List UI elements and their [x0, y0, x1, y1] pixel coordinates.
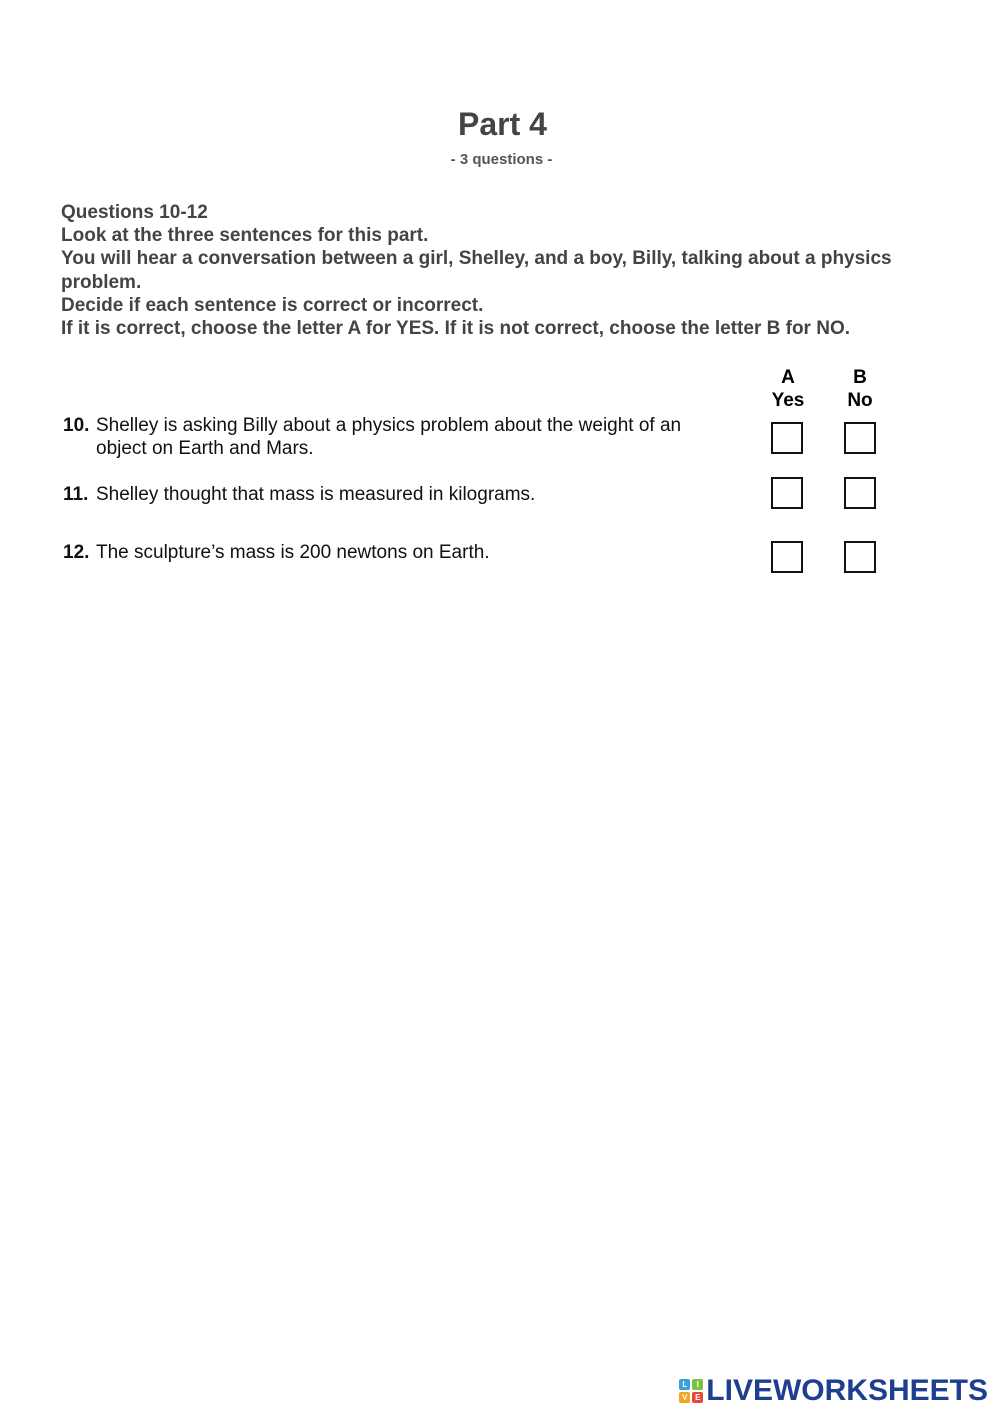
question-10-yes-checkbox[interactable] [771, 422, 803, 454]
question-11-yes-checkbox[interactable] [771, 477, 803, 509]
question-text: Shelley thought that mass is measured in kilograms. [96, 484, 536, 505]
question-12-no-checkbox[interactable] [844, 541, 876, 573]
column-a-label: Yes [771, 390, 805, 411]
column-header-a [758, 366, 818, 412]
instruction-line: If it is correct, choose the letter A for YES. If it is not correct, choose the letter B for NO. [61, 318, 851, 340]
instruction-line: Look at the three sentences for this part. [61, 225, 429, 247]
question-number: 10. [63, 415, 90, 436]
logo-mark-tile: V [679, 1392, 690, 1403]
instruction-line: You will hear a conversation between a girl, Shelley, and a boy, Billy, talking about a physics problem. [61, 248, 892, 293]
question-number: 11. [63, 484, 89, 505]
question-number: 12. [63, 542, 90, 563]
column-header-b [830, 366, 890, 412]
question-10-no-checkbox[interactable] [844, 422, 876, 454]
question-text: Shelley is asking Billy about a physics problem about the weight of an object on Earth and Mars. [96, 415, 682, 459]
page-title: Part 4 [458, 106, 547, 142]
liveworksheets-logo [679, 1373, 988, 1409]
column-b-letter: B [853, 367, 867, 388]
question-12 [63, 541, 743, 564]
page-subtitle: - 3 questions - [450, 151, 553, 168]
logo-mark-tile: E [692, 1392, 703, 1403]
instruction-heading: Questions 10-12 [61, 202, 208, 223]
logo-mark-tile: L [679, 1379, 690, 1390]
column-a-letter: A [781, 367, 795, 388]
question-11-no-checkbox[interactable] [844, 477, 876, 509]
question-11 [63, 483, 743, 506]
column-b-label: No [847, 390, 873, 411]
logo-mark-tile: I [692, 1379, 703, 1390]
question-text: The sculpture’s mass is 200 newtons on Earth. [96, 542, 490, 563]
instructions [61, 201, 941, 340]
question-10 [63, 414, 743, 460]
instruction-line: Decide if each sentence is correct or incorrect. [61, 294, 484, 316]
logo-text: LIVEWORKSHEETS [706, 1374, 988, 1407]
logo-mark-icon [679, 1379, 703, 1403]
question-12-yes-checkbox[interactable] [771, 541, 803, 573]
